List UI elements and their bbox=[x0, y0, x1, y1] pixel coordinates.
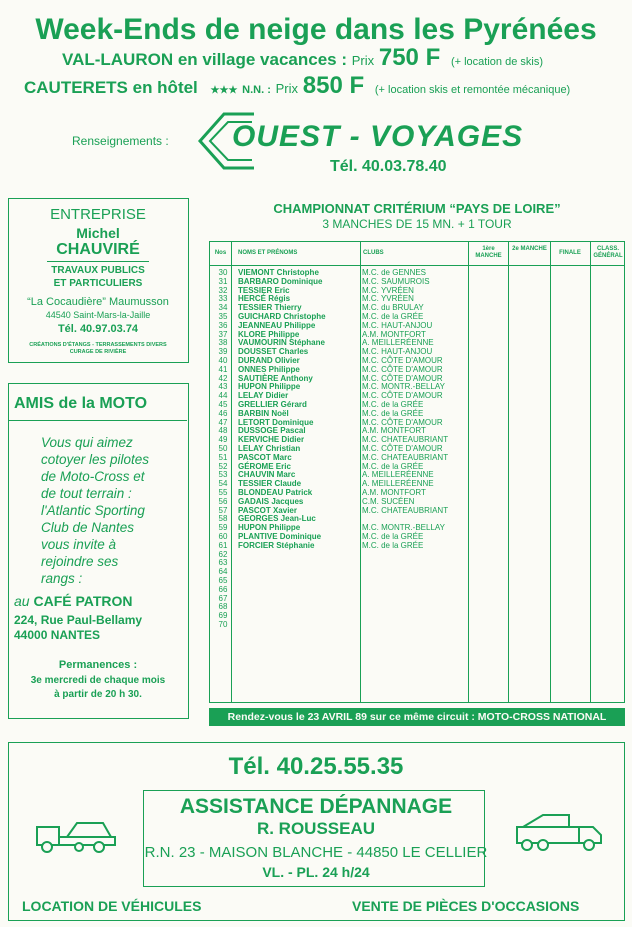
rider-name: PASCOT Marc bbox=[238, 452, 292, 462]
row-number: 41 bbox=[218, 364, 228, 374]
club-name: M.C. CÔTE D'AMOUR bbox=[362, 373, 443, 383]
col-header-finale: FINALE bbox=[559, 250, 581, 256]
col-header-class: CLASS. GÉNÉRAL bbox=[593, 246, 623, 259]
rider-name: VAUMOURIN Stéphane bbox=[238, 338, 325, 348]
row-number: 57 bbox=[218, 505, 228, 515]
row-number: 35 bbox=[218, 312, 228, 321]
club-name: M.C. CÔTE D'AMOUR bbox=[362, 444, 443, 453]
club-name: M.C. de la GRÉE bbox=[362, 532, 424, 541]
rider-name: HUPON Philippe bbox=[238, 382, 301, 392]
club-name: M.C. CHATEAUBRIANT bbox=[362, 452, 449, 462]
amis-text-line: rejoindre ses bbox=[41, 554, 119, 569]
entreprise-first-name: Michel bbox=[76, 225, 120, 241]
rider-name: TESSIER Claude bbox=[238, 479, 302, 489]
rider-name: BLONDEAU Patrick bbox=[238, 488, 313, 497]
row-number: 61 bbox=[218, 540, 228, 550]
rider-name: KLORE Philippe bbox=[238, 329, 300, 339]
amis-text-line: l'Atlantic Sporting bbox=[41, 503, 145, 518]
entreprise-tel: Tél. 40.97.03.74 bbox=[57, 323, 139, 335]
club-name: M.C. de la GRÉE bbox=[362, 540, 424, 550]
rider-name: GÉROME Eric bbox=[238, 461, 291, 471]
rider-name: FORCIER Stéphanie bbox=[238, 540, 315, 550]
entreprise-creations-1: CRÉATIONS D'ÉTANGS - TERRASSEMENTS DIVERS bbox=[29, 342, 167, 348]
row-number: 47 bbox=[218, 417, 228, 427]
assistance-address: R.N. 23 - MAISON BLANCHE - 44850 LE CELLIER bbox=[144, 844, 488, 861]
row-number: 56 bbox=[218, 496, 228, 506]
rider-name: TESSIER Thierry bbox=[238, 303, 302, 313]
row-number: 32 bbox=[218, 285, 228, 295]
amis-text-line: Club de Nantes bbox=[41, 520, 135, 535]
row-number: 64 bbox=[218, 567, 228, 577]
row-number: 50 bbox=[218, 444, 228, 453]
table-row bbox=[210, 603, 626, 612]
rider-name: PLANTIVE Dominique bbox=[238, 532, 322, 541]
club-name: A.M. MONTFORT bbox=[362, 426, 426, 436]
row-number: 39 bbox=[218, 347, 228, 357]
val-lauron-note: (+ location de skis) bbox=[450, 56, 543, 68]
row-number: 30 bbox=[218, 268, 228, 277]
rider-name: HERCÉ Régis bbox=[238, 294, 291, 304]
rider-name: KERVICHE Didier bbox=[238, 435, 305, 445]
val-lauron-prix: 750 F bbox=[378, 44, 441, 71]
row-number: 45 bbox=[218, 400, 228, 409]
col-header-nos: Nos bbox=[214, 250, 227, 256]
rider-name: VIEMONT Christophe bbox=[238, 268, 319, 277]
rider-name: DOUSSET Charles bbox=[238, 347, 309, 357]
rider-name: ONNES Philippe bbox=[238, 364, 300, 374]
rider-name: GUICHARD Christophe bbox=[238, 312, 326, 321]
amis-cafe: CAFÉ PATRON bbox=[33, 593, 133, 609]
club-name: M.C. CÔTE D'AMOUR bbox=[362, 391, 443, 401]
renseignements-label: Renseignements : bbox=[72, 134, 169, 148]
table-row bbox=[210, 612, 626, 621]
rider-name: DURAND Olivier bbox=[238, 356, 300, 365]
results-table bbox=[209, 241, 625, 703]
assistance-vl-pl: VL. - PL. 24 h/24 bbox=[262, 864, 370, 880]
amis-au: au bbox=[14, 593, 30, 609]
club-name: M.C. YVRÉEN bbox=[362, 294, 414, 304]
header-line-val-lauron bbox=[62, 46, 543, 74]
club-name: M.C. MONTR.-BELLAY bbox=[362, 382, 445, 392]
row-number: 31 bbox=[218, 276, 228, 286]
col-header-manche-1: 1ère MANCHE bbox=[475, 246, 502, 259]
amis-address-1: 224, Rue Paul-Bellamy bbox=[14, 613, 143, 627]
table-row bbox=[210, 542, 626, 551]
rider-name: TESSIER Eric bbox=[238, 285, 290, 295]
val-lauron-prix-label: Prix bbox=[351, 53, 375, 68]
row-number: 49 bbox=[218, 435, 228, 445]
entreprise-divider bbox=[47, 261, 149, 262]
row-number: 38 bbox=[218, 338, 228, 348]
cauterets-prix: 850 F bbox=[302, 72, 365, 99]
row-number: 34 bbox=[218, 303, 228, 313]
amis-title: AMIS de la MOTO bbox=[14, 395, 148, 412]
row-number: 55 bbox=[218, 488, 228, 497]
table-row bbox=[210, 551, 626, 560]
amis-perm-2: à partir de 20 h 30. bbox=[54, 689, 142, 700]
club-name: M.C. SAUMUROIS bbox=[362, 276, 430, 286]
club-name: M.C. MONTR.-BELLAY bbox=[362, 523, 445, 533]
rider-name: GEORGES Jean-Luc bbox=[238, 514, 316, 524]
club-name: M.C. HAUT-ANJOU bbox=[362, 347, 433, 357]
club-name: A. MEILLERÉENNE bbox=[362, 338, 434, 348]
rider-name: CHAUVIN Marc bbox=[238, 470, 296, 480]
table-row bbox=[210, 595, 626, 604]
amis-permanences: Permanences : bbox=[58, 659, 138, 671]
location-vehicules: LOCATION DE VÉHICULES bbox=[22, 898, 202, 914]
row-number: 54 bbox=[218, 479, 228, 489]
table-row bbox=[210, 568, 626, 577]
row-number: 70 bbox=[218, 620, 228, 629]
row-number: 42 bbox=[218, 373, 228, 383]
rider-name: LELAY Didier bbox=[238, 391, 289, 401]
cauterets-prix-label: Prix bbox=[275, 81, 299, 96]
row-number: 52 bbox=[218, 461, 228, 471]
club-name: M.C. CHATEAUBRIANT bbox=[362, 435, 449, 445]
col-header-nom: NOMS ET PRÉNOMS bbox=[238, 250, 298, 256]
entreprise-services-1: TRAVAUX PUBLICS bbox=[51, 265, 145, 276]
rendezvous-banner: Rendez-vous le 23 AVRIL 89 sur ce même circuit : MOTO-CROSS NATIONAL bbox=[209, 708, 625, 726]
assistance-title: ASSISTANCE DÉPANNAGE bbox=[179, 795, 453, 818]
amis-text-line: vous invite à bbox=[41, 537, 117, 552]
table-row bbox=[210, 559, 626, 568]
agency-tel: Tél. 40.03.78.40 bbox=[330, 158, 447, 175]
club-name: M.C. CÔTE D'AMOUR bbox=[362, 356, 443, 365]
row-number: 51 bbox=[218, 452, 228, 462]
club-name: M.C. HAUT-ANJOU bbox=[362, 320, 433, 330]
rider-name: GRELLIER Gérard bbox=[238, 400, 307, 409]
row-number: 36 bbox=[218, 320, 228, 330]
rider-name: JEANNEAU Philippe bbox=[238, 320, 316, 330]
club-name: C.M. SUCÉEN bbox=[362, 496, 415, 506]
cauterets-nn: N.N. : bbox=[242, 84, 271, 96]
val-lauron-text: VAL-LAURON en village vacances : bbox=[62, 50, 347, 69]
row-number: 44 bbox=[218, 391, 228, 401]
club-name: A.M. MONTFORT bbox=[362, 329, 426, 339]
club-name: A.M. MONTFORT bbox=[362, 488, 426, 497]
amis-text bbox=[41, 434, 149, 587]
cauterets-text: CAUTERETS en hôtel bbox=[24, 78, 198, 97]
row-number: 63 bbox=[218, 558, 228, 568]
club-name: M.C. CÔTE D'AMOUR bbox=[362, 417, 443, 427]
rider-name: BARBIN Noël bbox=[238, 408, 289, 418]
row-number: 67 bbox=[218, 593, 228, 603]
championnat-title: CHAMPIONNAT CRITÉRIUM “PAYS DE LOIRE” bbox=[273, 201, 561, 216]
col-header-clubs: CLUBS bbox=[363, 250, 384, 256]
amis-perm-1: 3e mercredi de chaque mois bbox=[30, 675, 166, 686]
row-number: 48 bbox=[218, 426, 228, 436]
amis-title-rule bbox=[9, 420, 187, 421]
entreprise-services-2: ET PARTICULIERS bbox=[53, 278, 143, 289]
assistance-box bbox=[8, 742, 625, 921]
row-number: 62 bbox=[218, 549, 228, 559]
amis-cafe-line bbox=[14, 593, 133, 609]
row-number: 65 bbox=[218, 576, 228, 585]
entreprise-place: “La Cocaudière” Maumusson bbox=[27, 296, 169, 308]
amis-moto-box bbox=[8, 383, 189, 719]
assistance-tel: Tél. 40.25.55.35 bbox=[228, 753, 404, 780]
row-number: 69 bbox=[218, 611, 228, 621]
rider-name: LETORT Dominique bbox=[238, 417, 314, 427]
amis-text-line: de Moto-Cross et bbox=[41, 469, 145, 484]
row-number: 43 bbox=[218, 382, 228, 392]
entreprise-box bbox=[8, 198, 189, 363]
club-name: M.C. de la GRÉE bbox=[362, 400, 424, 409]
club-name: M.C. CHATEAUBRIANT bbox=[362, 505, 449, 515]
row-number: 60 bbox=[218, 532, 228, 541]
entreprise-label: ENTREPRISE bbox=[50, 206, 146, 223]
row-number: 40 bbox=[218, 356, 228, 365]
header-rule bbox=[210, 265, 624, 266]
cauterets-note: (+ location skis et remontée mécanique) bbox=[374, 84, 571, 96]
amis-text-line: rangs : bbox=[41, 571, 83, 586]
amis-text-line: Vous qui aimez bbox=[41, 435, 133, 450]
rider-name: SAUTIÈRE Anthony bbox=[238, 373, 313, 383]
club-name: A. MEILLERÉENNE bbox=[362, 479, 434, 489]
vente-pieces: VENTE DE PIÈCES D'OCCASIONS bbox=[352, 898, 580, 914]
rider-name: LELAY Christian bbox=[238, 444, 301, 453]
club-name: M.C. du BRULAY bbox=[362, 303, 424, 313]
club-name: A. MEILLERÉENNE bbox=[362, 470, 434, 480]
rider-name: HUPON Philippe bbox=[238, 523, 301, 533]
row-number: 58 bbox=[218, 514, 228, 524]
row-number: 68 bbox=[218, 602, 228, 612]
crane-truck-icon bbox=[513, 807, 609, 855]
club-name: M.C. CÔTE D'AMOUR bbox=[362, 364, 443, 374]
table-row bbox=[210, 577, 626, 586]
header-line-cauterets bbox=[24, 74, 570, 103]
agency-name: OUEST - VOYAGES bbox=[232, 120, 524, 153]
table-row bbox=[210, 586, 626, 595]
tow-truck-icon bbox=[33, 809, 125, 857]
amis-text-line: cotoyer les pilotes bbox=[41, 452, 150, 467]
table-row bbox=[210, 621, 626, 630]
amis-text-line: de tout terrain : bbox=[41, 486, 132, 501]
cauterets-stars: ★★★ bbox=[210, 85, 238, 96]
row-number: 66 bbox=[218, 584, 228, 594]
entreprise-creations-2: CURAGE DE RIVIÈRE bbox=[69, 349, 127, 355]
rider-name: GADAIS Jacques bbox=[238, 496, 304, 506]
row-number: 59 bbox=[218, 523, 228, 533]
rider-name: BARBARO Dominique bbox=[238, 276, 323, 286]
entreprise-address: 44540 Saint-Mars-la-Jaille bbox=[45, 310, 151, 320]
row-number: 37 bbox=[218, 329, 228, 339]
club-name: M.C. YVRÉEN bbox=[362, 285, 414, 295]
club-name: M.C. de la GRÉE bbox=[362, 408, 424, 418]
club-name: M.C. de la GRÉE bbox=[362, 312, 424, 321]
championnat-subtitle: 3 MANCHES DE 15 MN. + 1 TOUR bbox=[322, 217, 512, 231]
header-title: Week-Ends de neige dans les Pyrénées bbox=[35, 13, 597, 46]
row-number: 46 bbox=[218, 408, 228, 418]
rider-name: PASCOT Xavier bbox=[238, 505, 297, 515]
row-number: 53 bbox=[218, 470, 228, 480]
club-name: M.C. de la GRÉE bbox=[362, 461, 424, 471]
club-name: M.C. de GENNES bbox=[362, 268, 427, 277]
assistance-owner: R. ROUSSEAU bbox=[256, 819, 376, 838]
entreprise-last-name: CHAUVIRÉ bbox=[56, 241, 140, 258]
col-header-manche-2: 2e MANCHE bbox=[512, 246, 547, 252]
row-number: 33 bbox=[218, 294, 228, 304]
rider-name: DUSSOGE Pascal bbox=[238, 426, 306, 436]
amis-address-2: 44000 NANTES bbox=[14, 628, 101, 642]
